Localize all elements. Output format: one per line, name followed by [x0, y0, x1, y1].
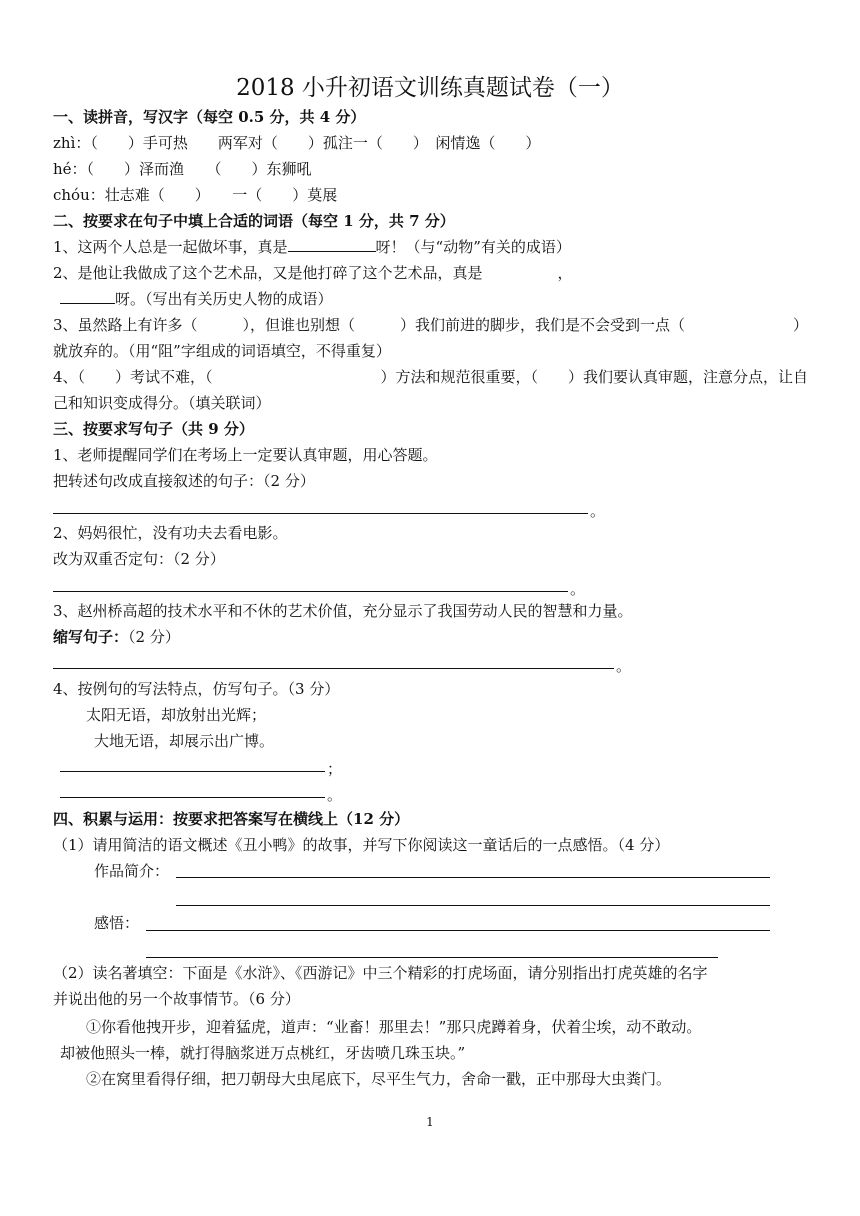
s2-question-3-line2: 就放弃的。（用“阻”字组成的词语填空，不得重复）	[53, 342, 391, 360]
s2-question-2-line2	[60, 288, 333, 310]
s4-intro-answer-line-2[interactable]	[176, 905, 770, 906]
s2-question-2-line1: 2、是他让我做成了这个艺术品，又是他打碎了这个艺术品，真是 ，	[53, 264, 573, 282]
s3-q4-answer-line-2[interactable]	[60, 797, 325, 798]
s3-q3-task-points: （2 分）	[128, 628, 180, 646]
s2-q1-text-b: 呀！（与“动物”有关的成语）	[375, 238, 571, 256]
s2-question-1	[53, 236, 571, 258]
section-2-heading: 二、按要求在句子中填上合适的词语（每空 1 分，共 7 分）	[53, 212, 455, 230]
s4-passage-1-line2: 却被他照头一棒，就打得脑浆迸万点桃红，牙齿喷几珠玉块。”	[60, 1044, 466, 1062]
s3-q3-answer-line[interactable]	[53, 668, 614, 669]
pinyin-he-line: hé：（ ）泽而渔 （ ）东狮吼	[53, 160, 312, 178]
page-number: 1	[426, 1115, 434, 1129]
s3-q3-task-label: 缩写句子：	[53, 628, 129, 646]
s4-passage-2-line1: ②在窝里看得仔细，把刀朝母大虫尾底下，尽平生气力，舍命一戳，正中那母大虫粪门。	[86, 1070, 672, 1088]
s2-q4-text-a: 4、（ ）考试不难，（	[53, 368, 213, 386]
s4-feel-label: 感悟：	[94, 914, 140, 932]
s2-q2-blank[interactable]	[60, 288, 115, 304]
s3-example-line-1: 太阳无语，却放射出光辉；	[86, 706, 267, 724]
s2-q4-text-b: ）方法和规范很重要，（ ）我们要认真审题，注意分点，让自	[380, 368, 808, 386]
s4-question-1: （1）请用简洁的语文概述《丑小鸭》的故事，并写下你阅读这一童话后的一点感悟。（4 分）	[53, 836, 670, 854]
s2-q3-text-a: 3、虽然路上有许多（ ），但谁也别想（ ）我们前进的脚步，我们是不会受到一点（	[53, 316, 686, 334]
s3-q4-semicolon: ；	[327, 760, 343, 778]
s2-q1-blank[interactable]	[288, 236, 376, 252]
s3-q2-answer-line[interactable]	[53, 591, 568, 592]
s4-intro-answer-line-1[interactable]	[176, 877, 770, 878]
s2-question-4-line2: 己和知识变成得分。（填关联词）	[53, 394, 271, 412]
s3-question-3-task	[53, 626, 180, 648]
s3-q1-period: 。	[590, 502, 606, 520]
s3-question-4: 4、按例句的写法特点，仿写句子。（3 分）	[53, 680, 340, 698]
pinyin-zhi-line: zhì：（ ）手可热 两军对（ ）孤注一（ ） 闲情逸（ ）	[53, 134, 541, 152]
s3-question-2-task: 改为双重否定句：（2 分）	[53, 550, 225, 568]
s4-passage-1-line1: ①你看他拽开步，迎着猛虎，道声：“业畜！那里去！”那只虎蹲着身，伏着尘埃，动不敢动。	[86, 1018, 702, 1036]
s4-feel-answer-line-1[interactable]	[146, 930, 770, 931]
pinyin-chou-line: chóu：壮志难（ ） 一（ ）莫展	[53, 186, 338, 204]
s3-question-1: 1、老师提醒同学们在考场上一定要认真审题，用心答题。	[53, 446, 438, 464]
section-1-heading: 一、读拼音，写汉字（每空 0.5 分，共 4 分）	[53, 108, 366, 126]
s3-q4-answer-line-1[interactable]	[60, 771, 325, 772]
s3-q1-answer-line[interactable]	[53, 513, 588, 514]
s2-q1-text-a: 1、这两个人总是一起做坏事，真是	[53, 238, 288, 256]
s3-question-1-task: 把转述句改成直接叙述的句子：（2 分）	[53, 472, 315, 490]
s2-question-4-line1	[53, 366, 808, 388]
s2-q3-text-b: ）	[792, 316, 808, 334]
section-4-heading: 四、积累与运用：按要求把答案写在横线上（12 分）	[53, 810, 410, 828]
s4-intro-label: 作品简介：	[94, 862, 170, 880]
s3-q2-period: 。	[570, 580, 586, 598]
s3-example-line-2: 大地无语，却展示出广博。	[94, 732, 275, 750]
s4-question-2-line2: 并说出他的另一个故事情节。（6 分）	[53, 990, 300, 1008]
s3-q3-period: 。	[616, 657, 632, 675]
s3-q4-period: 。	[327, 786, 343, 804]
s2-question-3-line1	[53, 314, 808, 336]
s3-question-2: 2、妈妈很忙，没有功夫去看电影。	[53, 524, 288, 542]
s3-question-3: 3、赵州桥高超的技术水平和不休的艺术价值，充分显示了我国劳动人民的智慧和力量。	[53, 602, 633, 620]
s2-q2-text: 呀。（写出有关历史人物的成语）	[115, 290, 333, 308]
section-3-heading: 三、按要求写句子（共 9 分）	[53, 420, 254, 438]
s4-question-2-line1: （2）读名著填空：下面是《水浒》、《西游记》中三个精彩的打虎场面，请分别指出打虎英雄的名字	[53, 964, 708, 982]
page-title: 2018 小升初语文训练真题试卷（一）	[236, 75, 624, 101]
s4-feel-answer-line-2[interactable]	[146, 957, 718, 958]
